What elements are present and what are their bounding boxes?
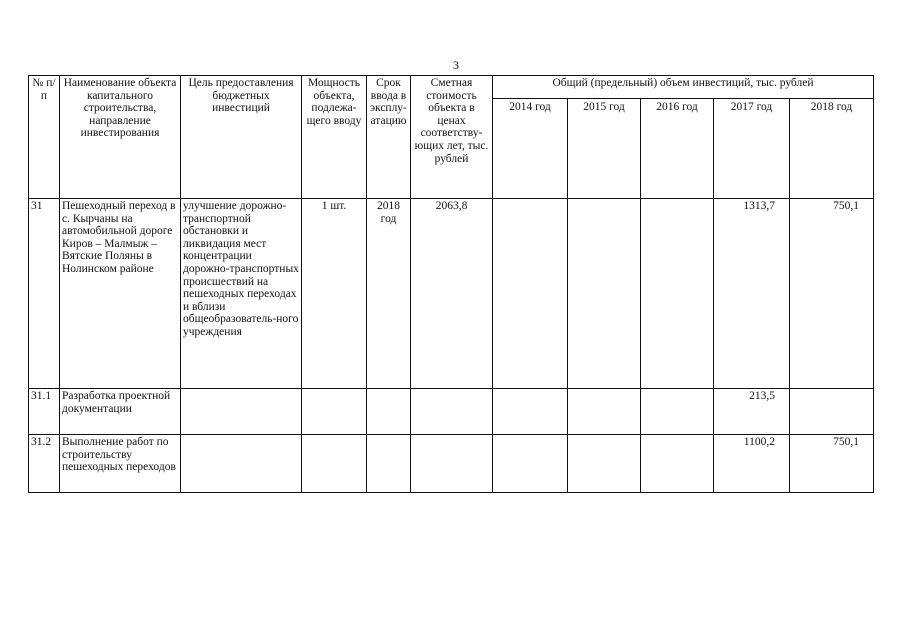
row-capacity: [302, 435, 367, 493]
row-2015: [568, 389, 641, 435]
row-num: 31.1: [29, 389, 60, 435]
row-term: [367, 435, 411, 493]
row-name: Разработка проектной документации: [60, 389, 181, 435]
row-goal: [181, 435, 302, 493]
row-2015: [568, 199, 641, 389]
row-2014: [493, 199, 568, 389]
row-2015: [568, 435, 641, 493]
header-num: № п/п: [29, 76, 60, 199]
header-total: Общий (предельный) объем инвестиций, тыс. рублей: [493, 76, 874, 99]
row-cost: [411, 389, 493, 435]
page-number: 3: [453, 58, 459, 72]
header-year: 2014 год: [493, 99, 568, 199]
header-year: 2018 год: [790, 99, 874, 199]
table-row: [29, 435, 874, 493]
table-row: [29, 389, 874, 435]
row-capacity: [302, 389, 367, 435]
row-2016: [641, 199, 714, 389]
row-2016: [641, 435, 714, 493]
row-goal: [181, 389, 302, 435]
header-cost: Сметная стоимость объекта в ценах соответству-ющих лет, тыс. рублей: [411, 76, 493, 199]
header-goal: Цель предоставления бюджетных инвестиций: [181, 76, 302, 199]
row-name: Пешеходный переход в с. Кырчаны на автомобильной дороге Киров – Малмыж – Вятские Поляны в Нолинском районе: [60, 199, 181, 389]
row-2016: [641, 389, 714, 435]
row-term: 2018 год: [367, 199, 411, 389]
row-2014: [493, 389, 568, 435]
row-cost: [411, 435, 493, 493]
header-capacity: Мощность объекта, подлежа-щего вводу: [302, 76, 367, 199]
row-2017: 1313,7: [714, 199, 790, 389]
header-year: 2015 год: [568, 99, 641, 199]
row-num: 31: [29, 199, 60, 389]
row-num: 31.2: [29, 435, 60, 493]
row-2017: 213,5: [714, 389, 790, 435]
row-2018: [790, 389, 874, 435]
row-2017: 1100,2: [714, 435, 790, 493]
row-2018: 750,1: [790, 199, 874, 389]
row-2014: [493, 435, 568, 493]
table-row: [29, 199, 874, 389]
header-year: 2017 год: [714, 99, 790, 199]
row-cost: 2063,8: [411, 199, 493, 389]
row-capacity: 1 шт.: [302, 199, 367, 389]
investment-table: [28, 75, 874, 493]
header-term: Срок ввода в эксплу-атацию: [367, 76, 411, 199]
header-name: Наименование объекта капитального строительства, направление инвестирования: [60, 76, 181, 199]
row-goal: улучшение дорожно-транспортной обстановки и ликвидация мест концентрации дорожно-транспортных происшествий на пешеходных переходах и вблизи общеобразователь-ного учреждения: [181, 199, 302, 389]
row-term: [367, 389, 411, 435]
row-2018: 750,1: [790, 435, 874, 493]
header-year: 2016 год: [641, 99, 714, 199]
row-name: Выполнение работ по строительству пешеходных переходов: [60, 435, 181, 493]
